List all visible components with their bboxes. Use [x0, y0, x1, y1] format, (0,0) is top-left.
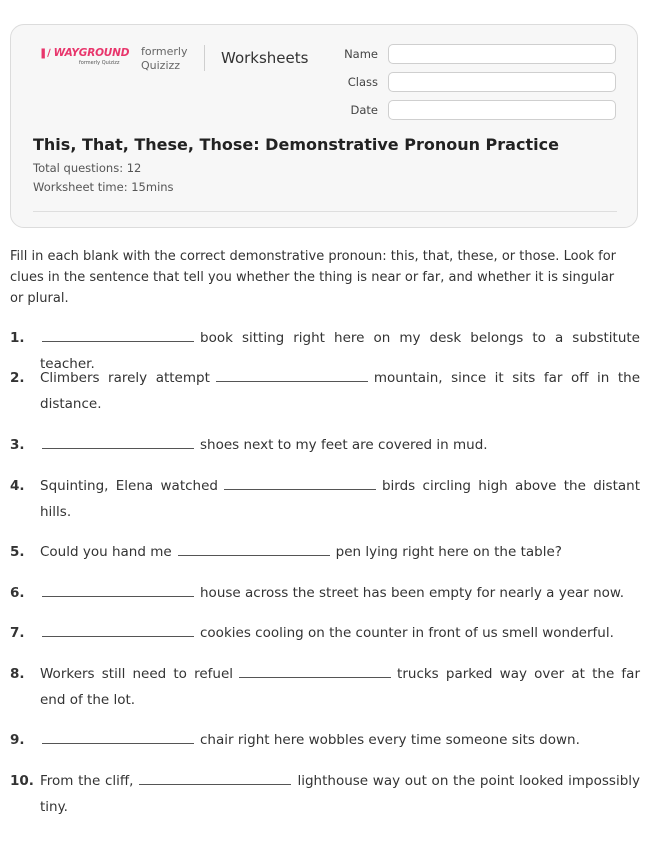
- question-text-after: chair right here wobbles every time someone sits down.: [200, 732, 580, 748]
- question-text-after: cookies cooling on the counter in front of us smell wonderful.: [200, 625, 614, 641]
- question-9: [10, 727, 640, 753]
- question-text-after: pen lying right here on the table?: [335, 544, 562, 560]
- formerly-note: [141, 45, 188, 73]
- question-number: 2.: [10, 370, 25, 386]
- question-text-after: shoes next to my feet are covered in mud.: [200, 437, 488, 453]
- question-number: 1.: [10, 330, 25, 346]
- formerly-label: formerly: [141, 45, 188, 58]
- question-text-before: Could you hand me: [40, 544, 172, 560]
- question-number: 5.: [10, 544, 25, 560]
- answer-blank[interactable]: [42, 622, 194, 637]
- worksheet-title: This, That, These, Those: Demonstrative Pronoun Practice: [33, 135, 559, 154]
- class-field[interactable]: [388, 72, 616, 92]
- answer-blank[interactable]: [139, 770, 291, 785]
- question-number: 10.: [10, 773, 34, 789]
- question-8: [10, 661, 640, 713]
- section-label: Worksheets: [221, 49, 309, 67]
- question-2: [10, 365, 640, 417]
- question-10: [10, 768, 640, 820]
- formerly-name: Quizizz: [141, 59, 181, 72]
- question-7: [10, 620, 640, 646]
- question-number: 7.: [10, 625, 25, 641]
- answer-blank[interactable]: [42, 582, 194, 597]
- question-5: [10, 539, 640, 565]
- question-text-after: trucks parked way over at the far end of the lot.: [40, 666, 640, 708]
- answer-blank[interactable]: [178, 541, 330, 556]
- question-number: 4.: [10, 478, 25, 494]
- question-number: 6.: [10, 585, 25, 601]
- question-number: 3.: [10, 437, 25, 453]
- question-3: [10, 432, 640, 458]
- header-rule: [33, 211, 617, 212]
- question-text-before: From the cliff,: [40, 773, 134, 789]
- worksheet-header: [10, 24, 638, 228]
- question-text-before: Climbers rarely attempt: [40, 370, 210, 386]
- answer-blank[interactable]: [239, 663, 391, 678]
- question-text-before: Squinting, Elena watched: [40, 478, 218, 494]
- question-text-after: book sitting right here on my desk belongs to a substitute teacher.: [40, 330, 640, 372]
- answer-blank[interactable]: [42, 434, 194, 449]
- header-divider: [204, 45, 205, 71]
- date-label: Date: [350, 103, 378, 117]
- wayground-mark-icon: ❚∕: [39, 47, 51, 59]
- answer-blank[interactable]: [224, 475, 376, 490]
- answer-blank[interactable]: [42, 327, 194, 342]
- question-6: [10, 580, 640, 606]
- instructions: Fill in each blank with the correct demonstrative pronoun: this, that, these, or those. Look for clues in the sentence that tell you whether the thing is near or far, and whether it is singular or plural.: [10, 249, 617, 306]
- question-number: 9.: [10, 732, 25, 748]
- question-text-before: Workers still need to refuel: [40, 666, 234, 682]
- worksheet-time: Worksheet time: 15mins: [33, 180, 174, 194]
- name-field[interactable]: [388, 44, 616, 64]
- name-label: Name: [344, 47, 378, 61]
- question-text-after: birds circling high above the distant hills.: [40, 478, 641, 520]
- answer-blank[interactable]: [42, 729, 194, 744]
- question-number: 8.: [10, 666, 25, 682]
- class-label: Class: [347, 75, 378, 89]
- wayground-logo: [39, 47, 129, 66]
- question-text-after: house across the street has been empty for nearly a year now.: [200, 585, 625, 601]
- question-text-after: lighthouse way out on the point looked impossibly tiny.: [40, 773, 641, 815]
- question-4: [10, 473, 640, 525]
- total-questions: Total questions: 12: [33, 161, 142, 175]
- answer-blank[interactable]: [216, 367, 368, 382]
- question-text-after: mountain, since it sits far off in the distance.: [40, 370, 641, 412]
- brand-name: WAYGROUND: [53, 47, 130, 59]
- brand-subtitle: formerly Quizizz: [79, 60, 120, 66]
- date-field[interactable]: [388, 100, 616, 120]
